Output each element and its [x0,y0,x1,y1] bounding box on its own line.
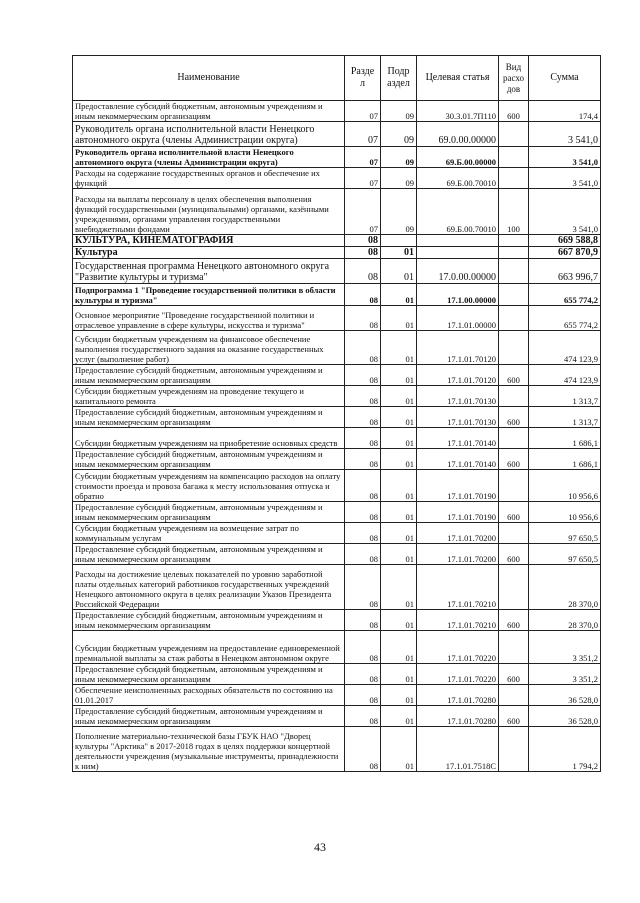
cell-vid [499,428,529,449]
cell-vid [499,122,529,147]
cell-target: 17.1.01.70280 [417,685,499,706]
cell-name: Предоставление субсидий бюджетным, автономным учреждениям и иным некоммерческим организациям [73,706,345,727]
cell-razdel: 08 [345,502,381,523]
cell-razdel: 08 [345,306,381,331]
cell-sum: 3 541,0 [529,168,601,189]
cell-razdel: 08 [345,331,381,365]
table-row [73,449,601,470]
cell-name: Руководитель органа исполнительной власти Ненецкого автономного округа (члены Администрации округа) [73,147,345,168]
cell-target: 30.3.01.7П110 [417,101,499,122]
cell-podrazdel: 09 [381,122,417,147]
cell-target: 17.1.01.00000 [417,306,499,331]
cell-podrazdel: 01 [381,470,417,502]
cell-name: Предоставление субсидий бюджетным, автономным учреждениям и иным некоммерческим организациям [73,544,345,565]
cell-name: Пополнение материально-технической базы ГБУК НАО "Дворец культуры "Арктика" в 2017-2018 годах в целях поддержки концертной деятельности учреждения (музыкальные инструменты, принадлежности к ним) [73,727,345,772]
cell-razdel: 07 [345,168,381,189]
table-row [73,247,601,259]
cell-name: Предоставление субсидий бюджетным, автономным учреждениям и иным некоммерческим организациям [73,449,345,470]
table-row [73,284,601,306]
cell-name: КУЛЬТУРА, КИНЕМАТОГРАФИЯ [73,235,345,247]
cell-sum: 1 686,1 [529,428,601,449]
cell-target: 17.1.01.70130 [417,407,499,428]
cell-podrazdel: 01 [381,365,417,386]
cell-vid [499,565,529,610]
cell-sum: 3 541,0 [529,122,601,147]
cell-razdel: 08 [345,449,381,470]
cell-podrazdel: 09 [381,101,417,122]
cell-podrazdel: 01 [381,306,417,331]
cell-podrazdel: 01 [381,523,417,544]
cell-target: 17.1.01.70140 [417,449,499,470]
cell-razdel: 07 [345,147,381,168]
cell-name: Основное мероприятие "Проведение государственной политики и отраслевое управление в сфере культуры, искусства и туризма" [73,306,345,331]
cell-podrazdel: 09 [381,147,417,168]
cell-target: 17.1.00.00000 [417,284,499,306]
cell-razdel: 08 [345,259,381,284]
cell-razdel: 08 [345,544,381,565]
table-header-row [73,56,601,101]
cell-razdel: 07 [345,189,381,235]
cell-target: 17.1.01.70220 [417,631,499,664]
table-row [73,331,601,365]
cell-podrazdel: 01 [381,407,417,428]
cell-sum: 28 370,0 [529,610,601,631]
cell-vid [499,727,529,772]
cell-target: 69.0.00.00000 [417,122,499,147]
cell-sum: 655 774,2 [529,284,601,306]
cell-sum: 10 956,6 [529,470,601,502]
cell-podrazdel: 01 [381,610,417,631]
cell-podrazdel: 01 [381,259,417,284]
cell-podrazdel: 01 [381,247,417,259]
header-sum: Сумма [529,56,601,101]
cell-sum: 97 650,5 [529,544,601,565]
table-row [73,101,601,122]
cell-podrazdel: 01 [381,706,417,727]
cell-podrazdel [381,235,417,247]
cell-razdel: 08 [345,664,381,685]
cell-name: Культура [73,247,345,259]
cell-vid: 600 [499,101,529,122]
cell-vid: 600 [499,544,529,565]
cell-sum: 474 123,9 [529,331,601,365]
cell-vid [499,284,529,306]
cell-razdel: 08 [345,428,381,449]
cell-target: 17.1.01.70140 [417,428,499,449]
cell-podrazdel: 09 [381,189,417,235]
cell-vid: 600 [499,664,529,685]
cell-razdel: 08 [345,235,381,247]
cell-name: Предоставление субсидий бюджетным, автономным учреждениям и иным некоммерческим организациям [73,101,345,122]
cell-vid: 600 [499,502,529,523]
cell-sum: 663 996,7 [529,259,601,284]
header-target: Целевая статья [417,56,499,101]
cell-sum: 667 870,9 [529,247,601,259]
cell-name: Обеспечение неисполненных расходных обязательств по состоянию на 01.01.2017 [73,685,345,706]
cell-name: Субсидии бюджетным учреждениям на финансовое обеспечение выполнения государственного задания на оказание государственных услуг (выполнение работ) [73,331,345,365]
cell-name: Субсидии бюджетным учреждениям на возмещение затрат по коммунальным услугам [73,523,345,544]
cell-podrazdel: 09 [381,168,417,189]
cell-target: 17.1.01.70200 [417,523,499,544]
cell-vid [499,247,529,259]
cell-podrazdel: 01 [381,727,417,772]
cell-razdel: 08 [345,386,381,407]
cell-sum: 3 541,0 [529,189,601,235]
table-row [73,523,601,544]
cell-podrazdel: 01 [381,664,417,685]
cell-sum: 1 313,7 [529,407,601,428]
cell-sum: 174,4 [529,101,601,122]
cell-name: Субсидии бюджетным учреждениям на предоставление единовременной премиальной выплаты за стаж работы в Ненецком автономном округе [73,631,345,664]
cell-podrazdel: 01 [381,284,417,306]
table-row [73,727,601,772]
table-row [73,685,601,706]
cell-razdel: 08 [345,685,381,706]
cell-sum: 474 123,9 [529,365,601,386]
cell-name: Предоставление субсидий бюджетным, автономным учреждениям и иным некоммерческим организациям [73,610,345,631]
cell-name: Предоставление субсидий бюджетным, автономным учреждениям и иным некоммерческим организациям [73,664,345,685]
cell-sum: 3 351,2 [529,631,601,664]
cell-podrazdel: 01 [381,386,417,407]
cell-sum: 1 686,1 [529,449,601,470]
cell-target: 17.1.01.70220 [417,664,499,685]
cell-razdel: 08 [345,470,381,502]
cell-sum: 28 370,0 [529,565,601,610]
cell-podrazdel: 01 [381,544,417,565]
cell-name: Подпрограмма 1 "Проведение государственной политики в области культуры и туризма" [73,284,345,306]
table-row [73,544,601,565]
cell-sum: 97 650,5 [529,523,601,544]
cell-sum: 3 541,0 [529,147,601,168]
cell-podrazdel: 01 [381,631,417,664]
cell-vid: 600 [499,365,529,386]
cell-razdel: 08 [345,610,381,631]
cell-razdel: 08 [345,523,381,544]
table-row [73,365,601,386]
cell-podrazdel: 01 [381,428,417,449]
header-razdel: Разде л [345,56,381,101]
cell-name: Руководитель органа исполнительной власти Ненецкого автономного округа (члены Администрации округа) [73,122,345,147]
cell-name: Предоставление субсидий бюджетным, автономным учреждениям и иным некоммерческим организациям [73,407,345,428]
cell-razdel: 07 [345,122,381,147]
table-row [73,386,601,407]
cell-target: 17.0.00.00000 [417,259,499,284]
cell-target: 17.1.01.70280 [417,706,499,727]
table-row [73,235,601,247]
cell-razdel: 08 [345,565,381,610]
table-row [73,147,601,168]
cell-target [417,247,499,259]
cell-podrazdel: 01 [381,331,417,365]
cell-sum: 655 774,2 [529,306,601,331]
cell-vid [499,685,529,706]
cell-sum: 669 588,8 [529,235,601,247]
table-row [73,664,601,685]
table-row [73,189,601,235]
cell-target: 17.1.01.70210 [417,565,499,610]
cell-razdel: 07 [345,101,381,122]
cell-sum: 3 351,2 [529,664,601,685]
cell-target [417,235,499,247]
cell-target: 17.1.01.70190 [417,502,499,523]
cell-vid: 100 [499,189,529,235]
cell-target: 69.Б.00.00000 [417,147,499,168]
cell-vid: 600 [499,706,529,727]
cell-vid [499,147,529,168]
cell-vid [499,523,529,544]
cell-vid [499,386,529,407]
page-number: 43 [314,840,326,854]
cell-target: 17.1.01.70130 [417,386,499,407]
cell-name: Предоставление субсидий бюджетным, автономным учреждениям и иным некоммерческим организациям [73,502,345,523]
cell-name: Предоставление субсидий бюджетным, автономным учреждениям и иным некоммерческим организациям [73,365,345,386]
cell-vid [499,306,529,331]
cell-vid [499,235,529,247]
cell-podrazdel: 01 [381,685,417,706]
cell-vid [499,259,529,284]
cell-vid [499,331,529,365]
cell-name: Субсидии бюджетным учреждениям на приобретение основных средств [73,428,345,449]
cell-sum: 10 956,6 [529,502,601,523]
cell-podrazdel: 01 [381,449,417,470]
cell-target: 17.1.01.70120 [417,365,499,386]
header-name: Наименование [73,56,345,101]
header-vid: Вид расхо дов [499,56,529,101]
cell-razdel: 08 [345,407,381,428]
cell-razdel: 08 [345,284,381,306]
cell-vid: 600 [499,407,529,428]
cell-name: Расходы на содержание государственных органов и обеспечение их функций [73,168,345,189]
table-row [73,407,601,428]
table-row [73,470,601,502]
cell-vid [499,470,529,502]
cell-target: 17.1.01.70120 [417,331,499,365]
cell-podrazdel: 01 [381,565,417,610]
cell-razdel: 08 [345,727,381,772]
cell-razdel: 08 [345,247,381,259]
cell-target: 69.Б.00.70010 [417,168,499,189]
table-row [73,306,601,331]
cell-target: 17.1.01.7518С [417,727,499,772]
cell-target: 17.1.01.70200 [417,544,499,565]
cell-vid [499,168,529,189]
cell-sum: 36 528,0 [529,685,601,706]
cell-razdel: 08 [345,365,381,386]
table-row [73,428,601,449]
cell-target: 17.1.01.70190 [417,470,499,502]
cell-vid [499,631,529,664]
table-row [73,565,601,610]
cell-sum: 1 313,7 [529,386,601,407]
cell-name: Государственная программа Ненецкого автономного округа "Развитие культуры и туризма" [73,259,345,284]
cell-sum: 36 528,0 [529,706,601,727]
cell-vid: 600 [499,449,529,470]
table-row [73,610,601,631]
table-row [73,631,601,664]
cell-name: Субсидии бюджетным учреждениям на проведение текущего и капитального ремонта [73,386,345,407]
table-row [73,706,601,727]
cell-vid: 600 [499,610,529,631]
cell-name: Субсидии бюджетным учреждениям на компенсацию расходов на оплату стоимости проезда и провоза багажа к месту использования отпуска и обратно [73,470,345,502]
cell-podrazdel: 01 [381,502,417,523]
table-row [73,122,601,147]
cell-name: Расходы на достижение целевых показателей по уровню заработной платы отдельных категорий работников государственных учреждений Ненецкого автономного округа в целях реализации Указов Президента Российской Федерации [73,565,345,610]
cell-name: Расходы на выплаты персоналу в целях обеспечения выполнения функций государственными (муниципальными) органами, казёнными учреждениями, органами управления государственными внебюджетными фондами [73,189,345,235]
cell-razdel: 08 [345,706,381,727]
table-row [73,168,601,189]
table-row [73,259,601,284]
cell-target: 69.Б.00.70010 [417,189,499,235]
budget-table [72,55,601,772]
cell-sum: 1 794,2 [529,727,601,772]
cell-razdel: 08 [345,631,381,664]
header-podrazdel: Подр аздел [381,56,417,101]
cell-target: 17.1.01.70210 [417,610,499,631]
table-row [73,502,601,523]
